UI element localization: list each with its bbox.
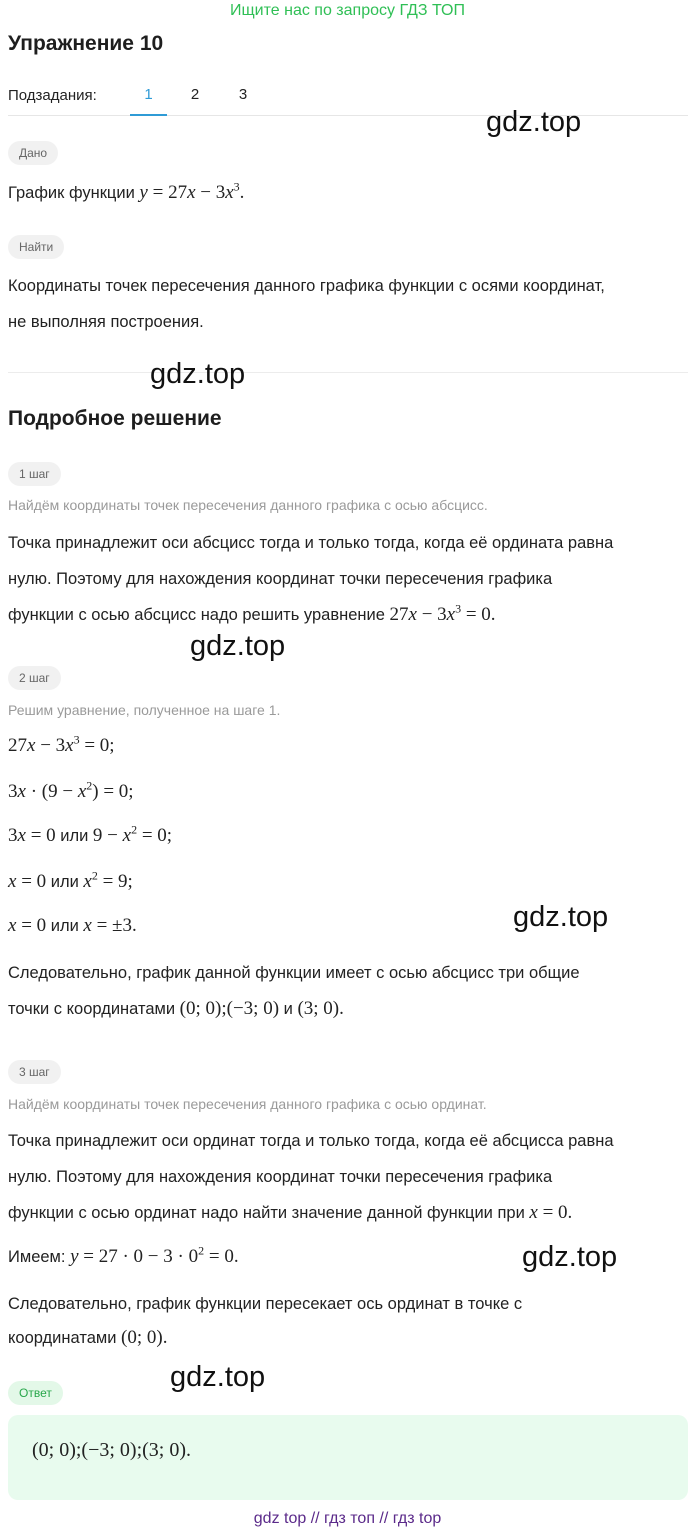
watermark: gdz.top (150, 358, 246, 390)
watermark: gdz.top (170, 1361, 266, 1393)
step3-line-2: нулю. Поэтому для нахождения координат точки пересечения графика (8, 1168, 553, 1186)
function-formula: $y = 27x - 3x^3$. (139, 179, 245, 203)
math-line-5: x = 0 или x = ±3. (8, 915, 137, 936)
step1-line-3-text: функции с осью абсцисс надо решить уравнение (8, 606, 385, 624)
step2-hint: Решим уравнение, полученное на шаге 1. (8, 702, 281, 718)
answer-tag: Ответ (8, 1381, 63, 1405)
find-line-2: не выполняя построения. (8, 313, 204, 331)
step3-hint: Найдём координаты точек пересечения данного графика с осью ординат. (8, 1096, 487, 1112)
section-divider (8, 372, 688, 373)
watermark: gdz.top (513, 901, 609, 933)
math-line-3: 3x = 0 или $9 - x^2 = 0$; (8, 822, 173, 846)
step1-tag: 1 шаг (8, 462, 61, 486)
step3-line-1: Точка принадлежит оси ординат тогда и только тогда, когда её абсцисса равна (8, 1132, 614, 1150)
find-tag: Найти (8, 235, 64, 259)
search-banner: Ищите нас по запросу ГДЗ ТОП (230, 2, 465, 19)
find-line-1: Координаты точек пересечения данного графика функции с осями координат, (8, 277, 605, 295)
step2-tag: 2 шаг (8, 666, 61, 690)
page-title: Упражнение 10 (8, 32, 164, 55)
step1-line-1: Точка принадлежит оси абсцисс тогда и только тогда, когда её ордината равна (8, 534, 614, 552)
watermark: gdz.top (522, 1241, 618, 1273)
step1-line-3 (8, 597, 688, 633)
given-label: График функции (8, 184, 135, 202)
footer-links[interactable]: gdz top // гдз топ // гдз top (253, 1510, 442, 1527)
given-text (8, 175, 688, 211)
math-line-4: x = 0 или $x^2 = 9$; (8, 868, 133, 892)
math-line-2: $3x \cdot (9 - x^2) = 0$; (8, 778, 134, 802)
answer-box (8, 1415, 688, 1500)
subtasks-label: Подзадания: (8, 87, 97, 104)
step3-conclusion-1: Следовательно, график функции пересекает ось ординат в точке с (8, 1295, 523, 1313)
subtask-tabs (8, 86, 688, 116)
watermark: gdz.top (190, 630, 286, 662)
step2-conclusion-1: Следовательно, график данной функции имеет с осью абсцисс три общие (8, 964, 580, 982)
step1-hint: Найдём координаты точек пересечения данного графика с осью абсцисс. (8, 497, 488, 513)
tab-subtask-2[interactable]: 2 (190, 86, 200, 103)
watermark: gdz.top (486, 106, 582, 138)
tab-subtask-3[interactable]: 3 (238, 86, 248, 103)
tab-subtask-1[interactable]: 1 (130, 86, 167, 116)
step3-line-3: функции с осью ординат надо найти значение данной функции при x = 0. (8, 1202, 573, 1223)
step3-tag: 3 шаг (8, 1060, 61, 1084)
step1-line-2: нулю. Поэтому для нахождения координат точки пересечения графика (8, 570, 553, 588)
equation: $27x - 3x^3 = 0$. (389, 601, 496, 625)
step3-conclusion-2: координатами (0; 0). (8, 1327, 168, 1348)
given-tag: Дано (8, 141, 58, 165)
step2-conclusion-2: точки с координатами (0; 0);(−3; 0) и (3; 0). (8, 998, 344, 1019)
solution-heading: Подробное решение (8, 407, 222, 430)
step3-have: Имеем: $y = 27 \cdot 0 - 3 \cdot 0^2 = 0$. (8, 1243, 239, 1267)
answer-text: (0; 0);(−3; 0);(3; 0). (32, 1439, 192, 1461)
math-line-1: $27x - 3x^3 = 0$; (8, 732, 115, 756)
